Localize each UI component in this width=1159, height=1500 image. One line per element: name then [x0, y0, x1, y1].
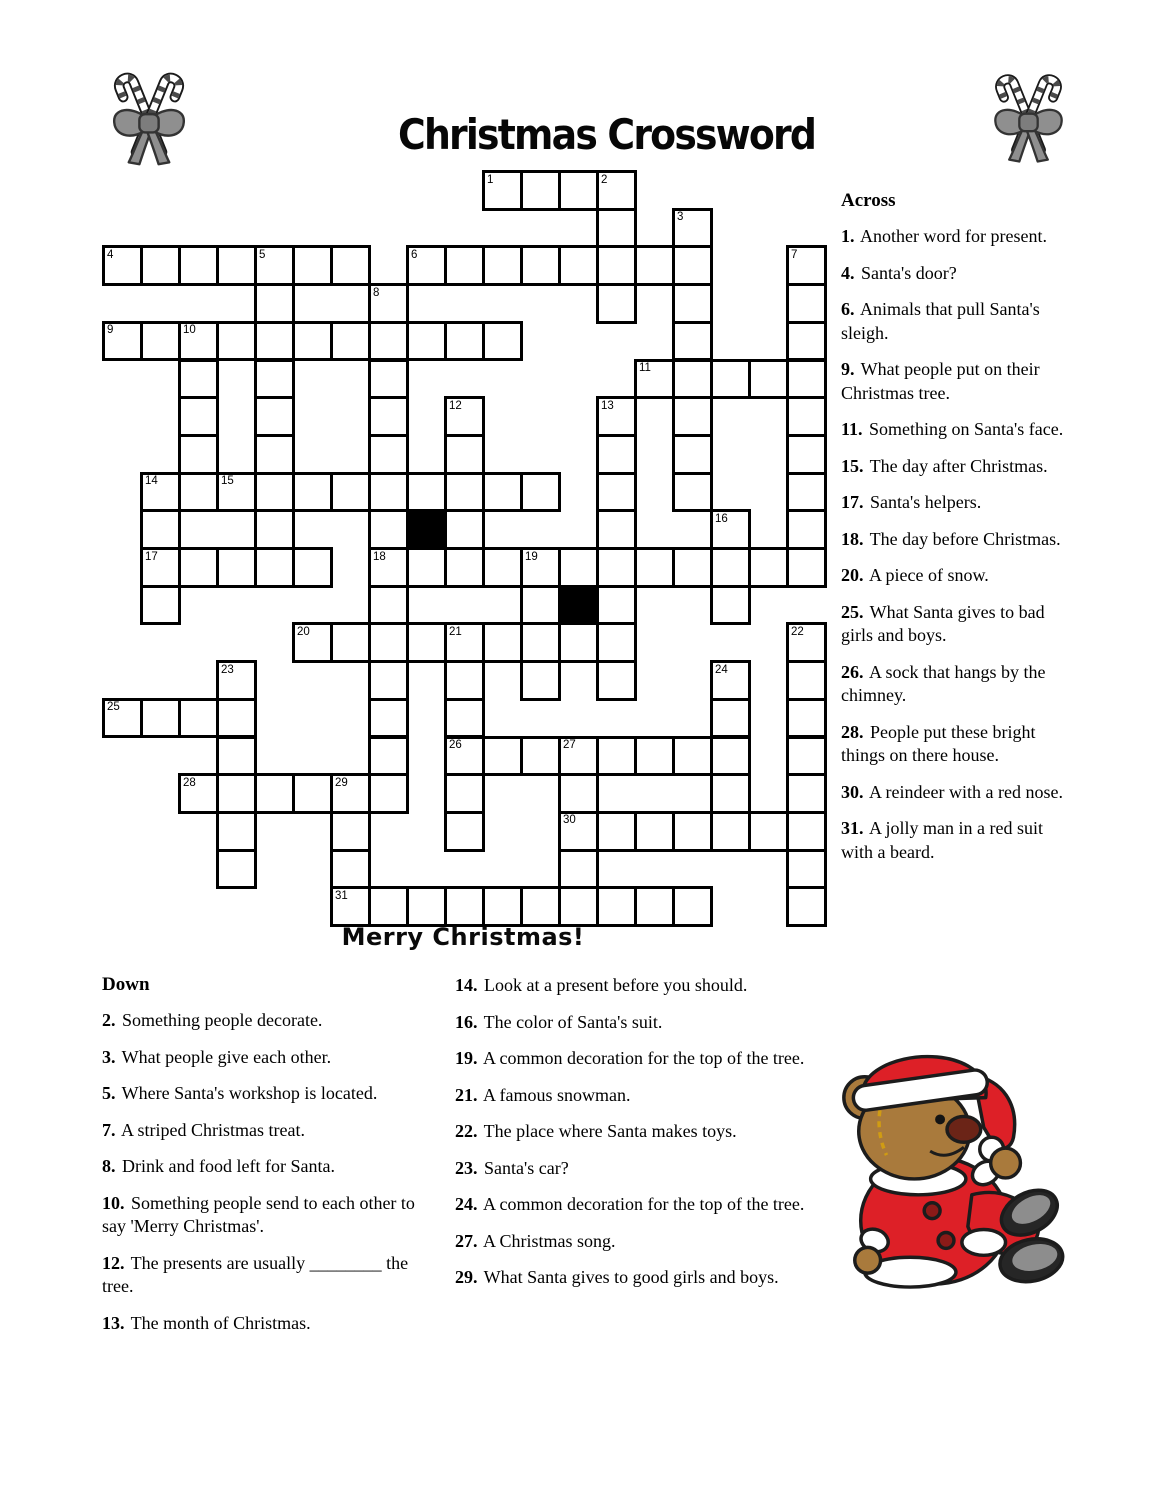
clue [455, 1011, 809, 1035]
grid-cell[interactable] [406, 321, 447, 362]
across-clue-list [841, 225, 1078, 864]
clue-number: 13. [102, 1312, 125, 1333]
clue-text: Santa's car? [479, 1157, 569, 1178]
clue-text: Drink and food left for Santa. [117, 1156, 335, 1176]
grid-cell[interactable] [786, 773, 827, 814]
grid-cell[interactable] [330, 811, 371, 852]
grid-cell[interactable] [786, 509, 827, 550]
clue [841, 721, 1078, 768]
down-clues-section [102, 974, 434, 1348]
down-clue-list-continued [455, 974, 809, 1290]
clue-text: A piece of snow. [865, 565, 989, 585]
clue-number: 23. [455, 1157, 478, 1178]
clue-text: A Christmas song. [479, 1230, 616, 1251]
clue [102, 1252, 434, 1299]
clue-number: 1. [841, 226, 855, 246]
clue-text: The month of Christmas. [126, 1312, 311, 1333]
grid-cell[interactable] [444, 434, 485, 475]
grid-clue-number: 22 [791, 625, 804, 638]
grid-cell[interactable] [634, 886, 675, 927]
grid-cell[interactable] [368, 472, 409, 513]
footer-message: Merry Christmas! [341, 923, 585, 951]
grid-cell[interactable] [254, 283, 295, 324]
clue-text: What people give each other. [117, 1046, 332, 1067]
grid-cell[interactable] [368, 396, 409, 437]
grid-cell[interactable] [596, 622, 637, 663]
grid-cell[interactable] [786, 396, 827, 437]
clue-text: Santa's door? [856, 262, 957, 283]
grid-cell[interactable] [634, 736, 675, 777]
grid-cell[interactable] [482, 622, 523, 663]
clue-number: 17. [841, 492, 864, 512]
crossword-grid [102, 170, 827, 927]
grid-cell[interactable] [748, 547, 789, 588]
grid-cell[interactable] [330, 472, 371, 513]
grid-cell[interactable] [482, 886, 523, 927]
clue-text: Animals that pull Santa's sleigh. [841, 299, 1040, 343]
grid-cell[interactable] [672, 811, 713, 852]
grid-cell[interactable] [444, 886, 485, 927]
grid-cell[interactable] [178, 547, 219, 588]
clue-text: A reindeer with a red nose. [865, 781, 1063, 802]
clue [841, 781, 1078, 805]
grid-cell[interactable] [140, 698, 181, 739]
grid-cell[interactable] [558, 773, 599, 814]
grid-cell-black [558, 585, 599, 626]
grid-cell[interactable] [672, 472, 713, 513]
grid-cell[interactable] [292, 472, 333, 513]
grid-cell[interactable] [292, 245, 333, 286]
grid-cell[interactable] [596, 736, 637, 777]
clue-number: 2. [102, 1010, 116, 1030]
grid-cell[interactable] [634, 547, 675, 588]
grid-cell[interactable] [254, 547, 295, 588]
grid-cell[interactable] [444, 698, 485, 739]
grid-cell[interactable] [748, 359, 789, 400]
clue-text: A famous snowman. [479, 1084, 631, 1105]
grid-cell[interactable] [786, 359, 827, 400]
clue-number: 24. [455, 1194, 478, 1214]
grid-cell[interactable] [254, 472, 295, 513]
grid-clue-number: 25 [107, 701, 120, 714]
clue-text: Something on Santa's face. [864, 419, 1064, 439]
clue-text: Something people send to each other to say 'Merry Christmas'. [102, 1192, 415, 1236]
grid-cell[interactable] [786, 321, 827, 362]
clue [841, 298, 1078, 345]
grid-cell[interactable] [140, 245, 181, 286]
grid-clue-number: 8 [373, 286, 380, 299]
grid-cell[interactable] [216, 321, 257, 362]
grid-cell[interactable] [596, 585, 637, 626]
candy-canes-bow-icon [98, 64, 200, 170]
grid-clue-number: 1 [487, 173, 494, 186]
grid-cell[interactable] [406, 547, 447, 588]
grid-cell[interactable] [368, 509, 409, 550]
grid-cell[interactable] [558, 547, 599, 588]
grid-clue-number: 30 [563, 814, 576, 827]
grid-cell[interactable] [710, 547, 751, 588]
clue-number: 20. [841, 565, 864, 585]
grid-cell[interactable] [672, 321, 713, 362]
clue [841, 225, 1078, 249]
grid-clue-number: 10 [183, 324, 196, 337]
grid-cell[interactable] [520, 886, 561, 927]
clue-number: 27. [455, 1230, 478, 1251]
grid-cell[interactable] [558, 886, 599, 927]
grid-cell[interactable] [520, 622, 561, 663]
grid-clue-number: 4 [107, 248, 114, 261]
grid-cell[interactable] [482, 245, 523, 286]
clue-number: 22. [455, 1121, 478, 1141]
grid-clue-number: 7 [791, 248, 798, 261]
teddy-bear-santa-icon [833, 1046, 1065, 1294]
grid-cell[interactable] [710, 773, 751, 814]
grid-cell[interactable] [596, 886, 637, 927]
grid-cell[interactable] [444, 472, 485, 513]
grid-cell[interactable] [786, 811, 827, 852]
grid-cell[interactable] [558, 170, 599, 211]
clue-number: 19. [455, 1048, 478, 1068]
grid-cell[interactable] [672, 283, 713, 324]
grid-cell[interactable] [672, 886, 713, 927]
grid-clue-number: 31 [335, 889, 348, 902]
grid-cell[interactable] [596, 434, 637, 475]
grid-cell[interactable] [444, 245, 485, 286]
grid-clue-number: 29 [335, 776, 348, 789]
grid-cell[interactable] [710, 698, 751, 739]
clue [455, 1266, 809, 1290]
grid-cell[interactable] [786, 547, 827, 588]
clue-text: What Santa gives to good girls and boys. [479, 1267, 779, 1287]
grid-cell[interactable] [444, 811, 485, 852]
down-clues-continued-section [455, 974, 809, 1303]
clue-number: 15. [841, 455, 864, 476]
clue-number: 9. [841, 359, 855, 379]
grid-cell[interactable] [216, 849, 257, 890]
clue-number: 7. [102, 1119, 116, 1140]
grid-clue-number: 19 [525, 550, 538, 563]
grid-cell[interactable] [444, 773, 485, 814]
clue [841, 528, 1078, 552]
clue-text: A striped Christmas treat. [117, 1119, 305, 1140]
grid-cell[interactable] [368, 434, 409, 475]
grid-cell[interactable] [786, 736, 827, 777]
clue-number: 14. [455, 975, 478, 995]
grid-clue-number: 26 [449, 739, 462, 751]
grid-cell[interactable] [292, 773, 333, 814]
clue-text: The day after Christmas. [865, 455, 1048, 476]
grid-cell[interactable] [520, 170, 561, 211]
grid-cell[interactable] [368, 698, 409, 739]
grid-cell[interactable] [672, 359, 713, 400]
clue [841, 358, 1078, 405]
clue-number: 29. [455, 1267, 478, 1287]
clue [455, 1230, 809, 1254]
clue [841, 817, 1078, 864]
grid-cell[interactable] [482, 736, 523, 777]
grid-clue-number: 18 [373, 550, 386, 563]
grid-cell[interactable] [482, 321, 523, 362]
grid-cell[interactable] [368, 736, 409, 777]
grid-cell[interactable] [672, 434, 713, 475]
grid-cell[interactable] [368, 321, 409, 362]
grid-clue-number: 20 [297, 625, 310, 638]
clue [841, 661, 1078, 708]
clue [455, 1047, 809, 1071]
clue [841, 491, 1078, 515]
grid-cell[interactable] [216, 547, 257, 588]
grid-cell[interactable] [254, 509, 295, 550]
grid-cell[interactable] [216, 245, 257, 286]
clue-number: 21. [455, 1084, 478, 1105]
grid-cell[interactable] [216, 811, 257, 852]
grid-cell[interactable] [520, 245, 561, 286]
clue-number: 3. [102, 1046, 116, 1067]
grid-cell[interactable] [178, 396, 219, 437]
grid-cell[interactable] [292, 321, 333, 362]
grid-clue-number: 6 [411, 248, 418, 261]
clue-text: What people put on their Christmas tree. [841, 359, 1040, 403]
clue-text: The presents are usually ________ the tree. [102, 1252, 409, 1296]
grid-cell[interactable] [596, 811, 637, 852]
grid-clue-number: 5 [259, 248, 266, 261]
grid-cell[interactable] [216, 773, 257, 814]
clue-number: 31. [841, 818, 864, 838]
grid-cell[interactable] [558, 245, 599, 286]
down-heading: Down [102, 974, 150, 995]
clue-number: 25. [841, 601, 864, 622]
grid-cell[interactable] [368, 585, 409, 626]
grid-cell[interactable] [596, 283, 637, 324]
grid-cell[interactable] [330, 622, 371, 663]
grid-cell[interactable] [178, 434, 219, 475]
clue [102, 1046, 434, 1070]
clue-text: A jolly man in a red suit with a beard. [841, 818, 1043, 862]
clue [841, 262, 1078, 286]
grid-cell[interactable] [444, 547, 485, 588]
grid-cell[interactable] [558, 622, 599, 663]
grid-cell[interactable] [786, 886, 827, 927]
grid-cell[interactable] [216, 736, 257, 777]
grid-cell[interactable] [330, 849, 371, 890]
grid-cell[interactable] [330, 245, 371, 286]
grid-cell[interactable] [406, 886, 447, 927]
clue-text: A sock that hangs by the chimney. [841, 661, 1046, 705]
across-heading: Across [841, 190, 896, 211]
grid-cell[interactable] [558, 849, 599, 890]
clue-number: 28. [841, 721, 864, 742]
grid-clue-number: 14 [145, 475, 158, 488]
grid-cell[interactable] [748, 811, 789, 852]
grid-clue-number: 27 [563, 739, 576, 751]
grid-clue-number: 24 [715, 663, 728, 676]
clue-text: Where Santa's workshop is located. [117, 1083, 378, 1103]
candy-canes-bow-icon [980, 66, 1077, 167]
grid-cell[interactable] [672, 245, 713, 286]
grid-cell[interactable] [368, 886, 409, 927]
grid-cell[interactable] [368, 622, 409, 663]
clue-number: 10. [102, 1192, 125, 1213]
clue [102, 1119, 434, 1143]
grid-clue-number: 15 [221, 475, 234, 488]
grid-cell[interactable] [520, 660, 561, 701]
grid-clue-number: 9 [107, 324, 114, 337]
grid-cell[interactable] [254, 359, 295, 400]
grid-cell[interactable] [786, 849, 827, 890]
grid-cell[interactable] [786, 698, 827, 739]
grid-clue-number: 23 [221, 663, 234, 676]
grid-cell[interactable] [596, 208, 637, 249]
grid-cell[interactable] [444, 321, 485, 362]
grid-cell[interactable] [178, 698, 219, 739]
clue-text: Something people decorate. [117, 1010, 323, 1030]
grid-cell[interactable] [786, 472, 827, 513]
grid-cell[interactable] [406, 622, 447, 663]
grid-cell[interactable] [672, 396, 713, 437]
clue-number: 6. [841, 299, 855, 319]
clue [102, 1192, 434, 1239]
grid-clue-number: 13 [601, 399, 614, 412]
clue-number: 26. [841, 661, 864, 682]
grid-cell[interactable] [330, 321, 371, 362]
clue-number: 11. [841, 419, 863, 439]
clue-number: 16. [455, 1011, 478, 1032]
grid-cell[interactable] [254, 773, 295, 814]
clue-number: 5. [102, 1083, 116, 1103]
clue-number: 4. [841, 262, 855, 283]
grid-cell[interactable] [216, 698, 257, 739]
page-title: Christmas Crossword [398, 110, 816, 160]
grid-clue-number: 17 [145, 550, 158, 563]
grid-cell[interactable] [178, 472, 219, 513]
clue-number: 18. [841, 528, 864, 549]
grid-cell[interactable] [710, 811, 751, 852]
grid-clue-number: 28 [183, 776, 196, 789]
grid-cell[interactable] [254, 321, 295, 362]
grid-clue-number: 21 [449, 625, 462, 638]
grid-clue-number: 12 [449, 399, 462, 412]
clue [841, 601, 1078, 648]
grid-cell[interactable] [596, 245, 637, 286]
grid-cell[interactable] [140, 585, 181, 626]
clue [455, 1157, 809, 1181]
grid-cell[interactable] [710, 585, 751, 626]
grid-cell[interactable] [786, 283, 827, 324]
grid-cell[interactable] [482, 472, 523, 513]
grid-cell[interactable] [178, 245, 219, 286]
clue [102, 1009, 434, 1033]
grid-clue-number: 3 [677, 211, 684, 224]
grid-cell[interactable] [406, 472, 447, 513]
clue-number: 12. [102, 1252, 125, 1273]
clue-text: People put these bright things on there house. [841, 721, 1036, 765]
grid-cell[interactable] [520, 472, 561, 513]
grid-clue-number: 2 [601, 173, 608, 186]
grid-cell[interactable] [786, 660, 827, 701]
clue [841, 455, 1078, 479]
grid-cell[interactable] [596, 660, 637, 701]
clue [455, 974, 809, 998]
down-clue-list [102, 1009, 434, 1335]
clue [841, 564, 1078, 588]
clue [455, 1120, 809, 1144]
clue-number: 30. [841, 781, 864, 802]
grid-cell[interactable] [596, 509, 637, 550]
grid-cell[interactable] [672, 547, 713, 588]
grid-cell[interactable] [444, 660, 485, 701]
grid-cell[interactable] [786, 434, 827, 475]
grid-cell[interactable] [710, 736, 751, 777]
grid-cell[interactable] [444, 509, 485, 550]
clue-text: The color of Santa's suit. [479, 1011, 663, 1032]
grid-cell[interactable] [596, 547, 637, 588]
clue [455, 1193, 809, 1217]
clue [102, 1155, 434, 1179]
grid-cell[interactable] [672, 736, 713, 777]
clue [455, 1084, 809, 1108]
clue-text: The day before Christmas. [865, 528, 1061, 549]
grid-cell[interactable] [254, 396, 295, 437]
grid-cell[interactable] [710, 359, 751, 400]
grid-cell[interactable] [634, 811, 675, 852]
clue [102, 1082, 434, 1106]
clue [102, 1312, 434, 1336]
grid-cell[interactable] [140, 321, 181, 362]
grid-cell-black [406, 509, 447, 550]
grid-cell[interactable] [520, 736, 561, 777]
grid-cell[interactable] [292, 547, 333, 588]
clue-text: Another word for present. [856, 226, 1047, 246]
clue-text: What Santa gives to bad girls and boys. [841, 601, 1045, 645]
grid-cell[interactable] [634, 245, 675, 286]
grid-clue-number: 11 [639, 362, 651, 374]
clue-text: Santa's helpers. [865, 492, 982, 512]
grid-clue-number: 16 [715, 512, 728, 525]
grid-cell[interactable] [140, 509, 181, 550]
clue-number: 8. [102, 1156, 116, 1176]
grid-cell[interactable] [596, 472, 637, 513]
clue-text: The place where Santa makes toys. [479, 1121, 737, 1141]
grid-cell[interactable] [254, 434, 295, 475]
grid-cell[interactable] [178, 359, 219, 400]
grid-cell[interactable] [368, 773, 409, 814]
clue [841, 418, 1078, 442]
grid-cell[interactable] [368, 359, 409, 400]
clue-text: A common decoration for the top of the tree. [479, 1194, 805, 1214]
clue-text: Look at a present before you should. [479, 975, 748, 995]
grid-cell[interactable] [482, 547, 523, 588]
clue-text: A common decoration for the top of the tree. [479, 1048, 805, 1068]
across-clues-section [841, 190, 1078, 877]
grid-cell[interactable] [368, 660, 409, 701]
grid-cell[interactable] [520, 585, 561, 626]
